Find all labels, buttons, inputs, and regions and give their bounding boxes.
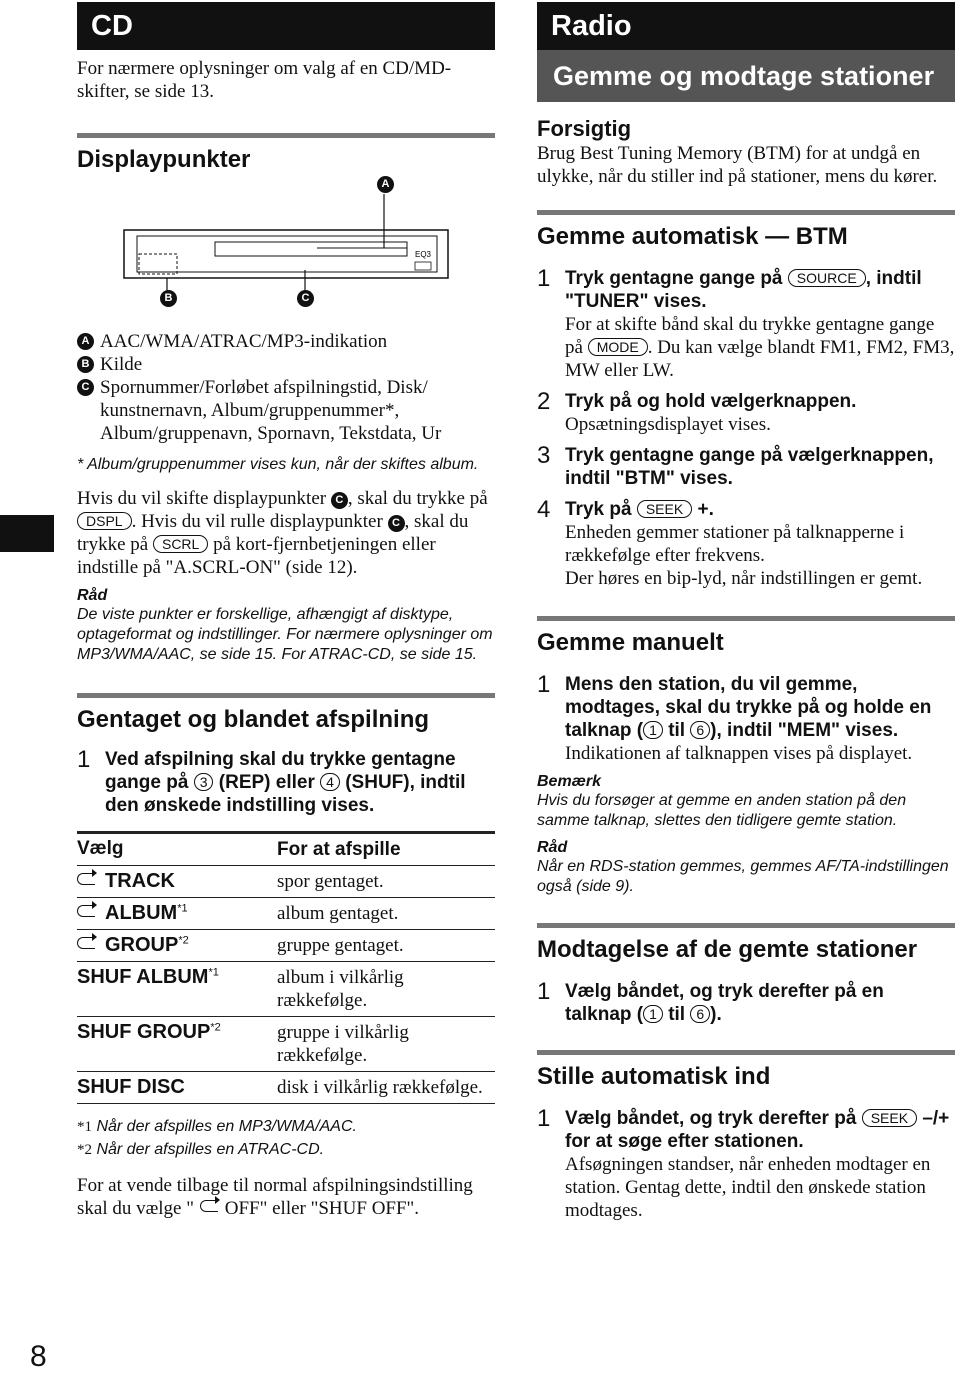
step-text [565,498,955,521]
auto-heading: Stille automatisk ind [537,1050,955,1091]
btm-step [537,444,955,490]
instr-text: Hvis du vil skifte displaypunkter [77,488,327,509]
step-text [105,748,495,817]
step-detail: Enheden gemmer stationer på talknapperne i rækkefølge efter frekvens. [565,522,905,566]
btm-step [537,498,955,590]
step-text: Tryk på og hold vælgerknappen. [565,391,857,412]
step-part: (SHUF), indtil den ønskede indstilling vises. [105,772,466,816]
legend-text: Kilde [100,354,143,375]
instr-text: . Hvis du vil rulle displaypunkter [131,511,383,532]
manual-step [537,673,955,765]
mode-label [77,962,277,1017]
table-header: Vælg [77,833,277,866]
svg-text:EQ3: EQ3 [415,250,432,259]
radio-subbanner: Gemme og modtage stationer [537,50,955,102]
marker-c: C [77,379,94,396]
caution-text: Brug Best Tuning Memory (BTM) for at undgå en ulykke, når du stiller ind på stationer, mens du kører. [537,143,938,187]
callout-a: A [377,176,394,193]
footnote-1 [77,1116,495,1139]
instr-text: , skal du trykke på [347,488,488,509]
repeat-step [77,748,495,817]
mode-label [77,898,277,930]
step-part: ), indtil "MEM" vises. [710,720,899,741]
mode-key: MODE [588,338,648,356]
auto-step [537,1107,955,1222]
mode-label [77,930,277,962]
dspl-key: DSPL [77,512,132,530]
receive-heading: Modtagelse af de gemte stationer [537,923,955,964]
mode-desc: album i vilkårlig rækkefølge. [277,962,495,1017]
mode-label [77,1072,277,1104]
display-illustration [77,174,495,306]
footnote-mark: *1 [208,966,219,979]
step-part: Tryk på [565,499,632,520]
closing-part: OFF" eller "SHUF OFF". [220,1198,420,1219]
instr-text: , skal du trykke på [77,511,469,555]
footnote-mark: *1 [177,902,188,915]
left-column [77,0,495,1220]
table-row [77,930,495,962]
step-part: Tryk gentagne gange på [565,268,783,289]
tip-heading: Råd [537,839,568,856]
table-header: For at afspille [277,833,495,866]
step-part: +. [697,499,714,520]
repeat-icon [77,905,95,917]
caution-heading: Forsigtig [537,116,632,141]
repeat-closing [77,1174,495,1220]
step-text [565,980,955,1026]
cd-banner: CD [77,2,495,50]
step-part: , indtil "TUNER" vises. [565,268,922,312]
display-footnote: * Album/gruppenummer vises kun, når der skiftes album. [77,456,479,473]
fn-text: Når der afspilles en MP3/WMA/AAC. [96,1118,357,1135]
legend-text: AAC/WMA/ATRAC/MP3-indikation [100,331,388,352]
footnote-mark: *2 [178,934,189,947]
step-number: 1 [537,978,551,1005]
mode-desc: disk i vilkårlig rækkefølge. [277,1072,495,1104]
mode-desc: gruppe i vilkårlig rækkefølge. [277,1017,495,1072]
preset-1-key: 1 [643,1005,663,1023]
mode-text: SHUF GROUP [77,1021,211,1043]
cd-intro: For nærmere oplysninger om valg af en CD/MD-skifter, se side 13. [77,58,452,102]
step-part: til [662,720,691,741]
fn-mark: *2 [77,1142,92,1158]
rep-key: 3 [194,773,214,791]
mode-desc: album gentaget. [277,898,495,930]
marker-c: C [331,492,348,509]
step-text [565,267,955,313]
repeat-icon [200,1200,218,1212]
note-text: Hvis du forsøger at gemme en anden station på den samme talknap, slettes den tidligere gemte station. [537,792,907,829]
marker-b: B [77,356,94,373]
table-row [77,1072,495,1104]
fn-mark: *1 [77,1119,92,1135]
btm-steps [537,267,955,590]
step-text: Tryk gentagne gange på vælgerknappen, indtil "BTM" vises. [565,445,934,489]
manual-heading: Gemme manuelt [537,616,955,657]
footnote-mark: *2 [210,1021,221,1034]
repeat-icon [77,873,95,885]
repeat-icon [77,937,95,949]
fn-text: Når der afspilles en ATRAC-CD. [96,1141,325,1158]
step-number: 4 [537,496,551,523]
mode-desc: gruppe gentaget. [277,930,495,962]
step-part: Mens den station, du vil gemme, modtages, skal du trykke på og holde en talknap ( [565,674,932,741]
display-legend [77,330,495,445]
mode-text: TRACK [105,870,175,892]
table-header-row [77,833,495,866]
repeat-heading: Gentaget og blandet afspilning [77,693,495,734]
mode-text: ALBUM [105,902,178,924]
table-row [77,898,495,930]
mode-text: GROUP [105,934,179,956]
btm-heading: Gemme automatisk — BTM [537,210,955,251]
section-tab-marker [0,515,54,552]
scrl-key: SCRL [153,535,208,553]
callout-b: B [160,290,177,307]
cd-display-diagram [77,174,495,306]
step-detail: Der høres en bip-lyd, når indstillingen er gemt. [565,568,923,589]
step-number: 1 [537,1105,551,1132]
play-mode-table [77,831,495,1104]
legend-item [77,376,495,445]
step-number: 3 [537,442,551,469]
tip-text: Når en RDS-station gemmes, gemmes AF/TA-indstillingen også (side 9). [537,858,949,895]
step-detail: Opsætningsdisplayet vises. [565,414,771,435]
callout-c: C [297,290,314,307]
step-detail: Indikationen af talknappen vises på displayet. [565,743,913,764]
preset-1-key: 1 [643,721,663,739]
step-part: –/+ for at søge efter stationen. [565,1108,950,1152]
mode-label [77,866,277,898]
step-part: Ved afspilning skal du trykke gentagne gange på [105,749,456,793]
right-column [537,0,955,1222]
btm-step [537,390,955,436]
step-number: 1 [537,265,551,292]
display-instructions [77,487,495,579]
step-part: Vælg båndet, og tryk derefter på [565,1108,857,1129]
legend-item [77,330,495,353]
legend-text: Spornummer/Forløbet afspilningstid, Disk/ kunstnernavn, Album/gruppenummer*, Album/gruppenavn, Spornavn, Tekstdata, Ur [100,377,442,444]
radio-banner: Radio [537,2,955,50]
closing-part: For at vende tilbage til normal afspilningsindstilling skal du vælge " [77,1175,473,1219]
displaypunkter-heading: Displaypunkter [77,133,495,174]
footnote-2 [77,1139,495,1162]
seek-key: SEEK [862,1109,917,1127]
step-number: 1 [77,746,91,773]
step-part: til [662,1004,691,1025]
mode-label [77,1017,277,1072]
page-number: 8 [30,1340,47,1373]
source-key: SOURCE [788,269,866,287]
step-detail [565,313,955,382]
tip-heading: Råd [77,587,108,604]
note-heading: Bemærk [537,773,602,790]
step-part: Vælg båndet, og tryk derefter på en talknap ( [565,981,884,1025]
seek-key: SEEK [637,500,692,518]
step-number: 1 [537,671,551,698]
instr-text: på kort-fjernbetjeningen eller indstille på "A.SCRL-ON" (side 12). [77,534,436,578]
step-text [565,1107,955,1153]
step-detail: Afsøgningen standser, når enheden modtager en station. Gentag dette, indtil den ønskede station modtages. [565,1154,931,1221]
marker-c: C [388,515,405,532]
legend-item [77,353,495,376]
receive-step [537,980,955,1026]
step-part: For at skifte bånd skal du trykke gentagne gange på [565,314,935,358]
mode-desc: spor gentaget. [277,866,495,898]
btm-step [537,267,955,382]
mode-text: SHUF ALBUM [77,966,209,988]
step-number: 2 [537,388,551,415]
shuf-key: 4 [320,773,340,791]
table-row [77,962,495,1017]
preset-6-key: 6 [690,1005,710,1023]
preset-6-key: 6 [690,721,710,739]
step-part: ). [710,1004,722,1025]
table-row [77,1017,495,1072]
tip-text: De viste punkter er forskellige, afhængigt af disktype, optageformat og indstillinger. For nærmere oplysninger om MP3/WMA/AAC, se side 15. For ATRAC-CD, se side 15. [77,606,493,663]
step-text [565,673,955,742]
mode-text: SHUF DISC [77,1076,185,1098]
table-row [77,866,495,898]
marker-a: A [77,333,94,350]
step-part: (REP) eller [218,772,315,793]
step-part: . Du kan vælge blandt FM1, FM2, FM3, MW eller LW. [565,337,955,381]
